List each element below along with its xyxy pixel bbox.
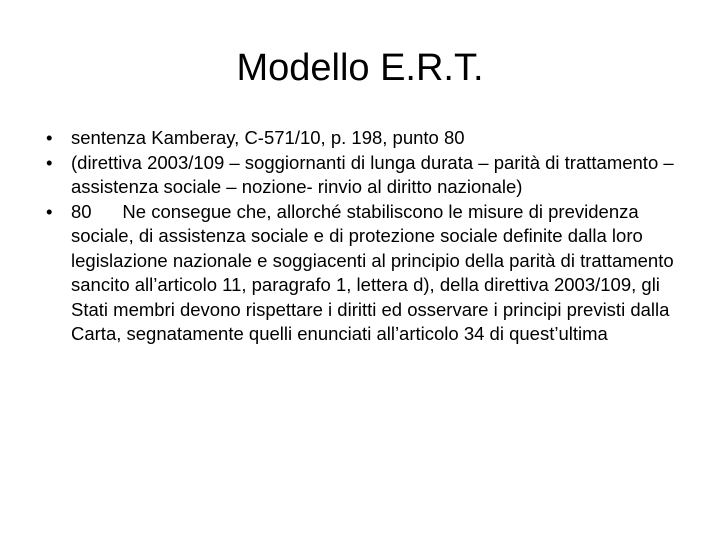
bullet-list [46,126,686,347]
bullet-text-paragraph-80: 80 Ne consegue che, allorché stabiliscono le misure di previdenza sociale, di assistenza sociale e di protezione sociale definite dalla loro legislazione nazionale e soggiacenti al principio della parità di trattamento sancito all’articolo 11, paragrafo 1, lettera d), della direttiva 2003/109, gli Stati membri devono rispettare i diritti ed osservare i principi previsti dalla Carta, segnatamente quelli enunciati all’articolo 34 di quest’ultima [71,200,679,344]
bullet-text-case-reference: sentenza Kamberay, C-571/10, p. 198, punto 80 [71,127,465,148]
slide-title: Modello E.R.T. [236,47,484,89]
bullet-item-paragraph-80 [46,200,686,347]
bullet-item-directive-summary [46,151,686,200]
bullet-dot: • [46,151,53,173]
bullet-dot: • [46,127,53,148]
bullet-dot: • [46,200,53,222]
bullet-text-directive-summary: (direttiva 2003/109 – soggiornanti di lunga durata – parità di trattamento – assistenza sociale – nozione- rinvio al diritto nazionale) [71,151,674,197]
bullet-item-case-reference [46,126,686,151]
